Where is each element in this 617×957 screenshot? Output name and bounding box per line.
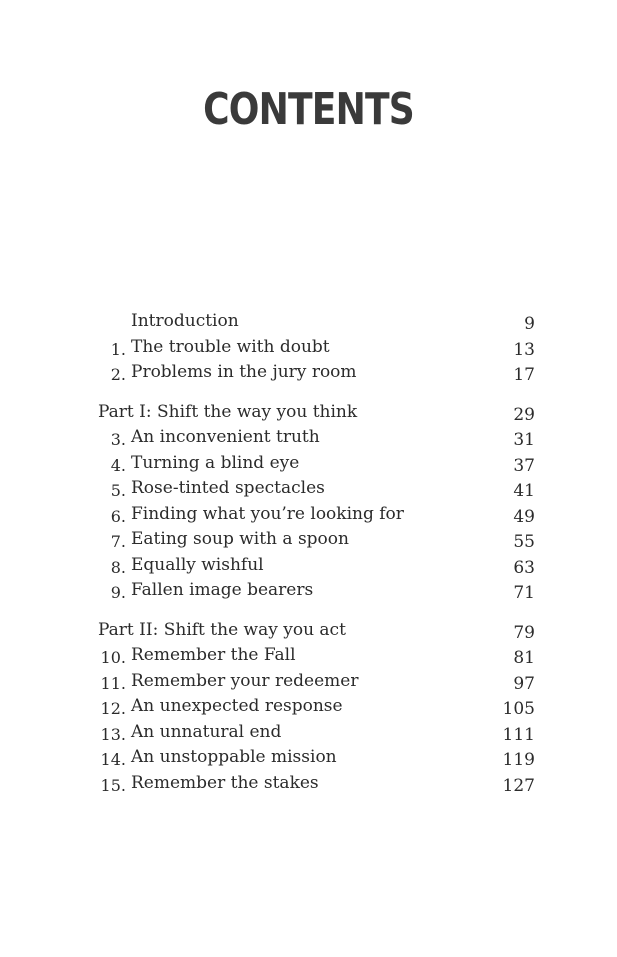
page-number: 111 — [502, 724, 535, 745]
toc-entry — [0, 553, 617, 579]
toc-entry — [0, 694, 617, 720]
toc-entry — [0, 360, 617, 386]
page-number: 127 — [502, 775, 535, 796]
chapter-number: 9. — [110, 583, 126, 602]
table-of-contents — [0, 309, 617, 796]
toc-entry — [0, 720, 617, 746]
part-title: Part I: Shift the way you think — [98, 401, 358, 422]
toc-entry — [0, 578, 617, 604]
toc-entry — [0, 476, 617, 502]
chapter-number: 4. — [110, 455, 126, 475]
toc-entry — [0, 502, 617, 528]
page-number: 119 — [502, 750, 535, 770]
chapter-number: 7. — [110, 532, 126, 551]
page-number: 79 — [513, 622, 535, 643]
chapter-number: 5. — [110, 481, 126, 500]
chapter-number: 3. — [110, 430, 126, 449]
chapter-number: 1. — [110, 339, 126, 359]
page-number: 55 — [513, 532, 535, 552]
toc-part-heading — [0, 618, 617, 644]
toc-entry — [0, 425, 617, 451]
toc-entry — [0, 745, 617, 771]
chapter-title: Remember your redeemer — [131, 670, 359, 691]
toc-entry — [0, 309, 617, 335]
chapter-title: Turning a blind eye — [131, 452, 300, 473]
chapter-title: The trouble with doubt — [131, 336, 330, 357]
toc-part-heading — [0, 400, 617, 426]
chapter-title: Equally wishful — [131, 554, 264, 575]
page-number: 81 — [513, 648, 535, 668]
toc-entry — [0, 771, 617, 797]
chapter-number: 13. — [100, 724, 126, 744]
chapter-title: Remember the stakes — [131, 772, 319, 793]
page-number: 31 — [513, 430, 535, 450]
chapter-title: Remember the Fall — [131, 645, 296, 665]
page-number: 41 — [513, 481, 535, 501]
page-number: 13 — [513, 339, 535, 360]
chapter-title: Problems in the jury room — [131, 362, 357, 382]
toc-entry — [0, 451, 617, 477]
page-number: 105 — [502, 699, 535, 719]
page-number: 71 — [513, 583, 535, 603]
page-number: 49 — [513, 506, 535, 527]
page-number: 63 — [513, 557, 535, 578]
page-number: 9 — [524, 314, 535, 334]
chapter-number: 14. — [100, 750, 126, 769]
chapter-number: 12. — [100, 699, 126, 718]
page-number: 97 — [513, 673, 535, 694]
chapter-number: 11. — [100, 673, 126, 693]
toc-entry — [0, 527, 617, 553]
chapter-title: An unnatural end — [131, 721, 282, 742]
chapter-title: Rose-tinted spectacles — [131, 478, 325, 498]
chapter-title: An unstoppable mission — [131, 747, 337, 767]
page-number: 29 — [513, 404, 535, 425]
chapter-number: 2. — [110, 365, 126, 384]
chapter-number: 8. — [110, 557, 126, 577]
chapter-number: 15. — [100, 775, 126, 795]
page-number: 37 — [513, 455, 535, 476]
toc-entry — [0, 335, 617, 361]
chapter-title: Finding what you’re looking for — [131, 503, 404, 524]
part-title: Part II: Shift the way you act — [98, 619, 346, 640]
toc-entry — [0, 643, 617, 669]
chapter-title: Introduction — [131, 311, 239, 331]
page-number: 17 — [513, 365, 535, 385]
chapter-title: Fallen image bearers — [131, 580, 314, 600]
chapter-title: An inconvenient truth — [131, 427, 320, 447]
chapter-number: 6. — [110, 506, 126, 526]
page-title: CONTENTS — [203, 84, 414, 135]
chapter-number: 10. — [100, 648, 126, 667]
chapter-title: Eating soup with a spoon — [131, 529, 349, 549]
toc-entry — [0, 669, 617, 695]
chapter-title: An unexpected response — [131, 696, 343, 716]
